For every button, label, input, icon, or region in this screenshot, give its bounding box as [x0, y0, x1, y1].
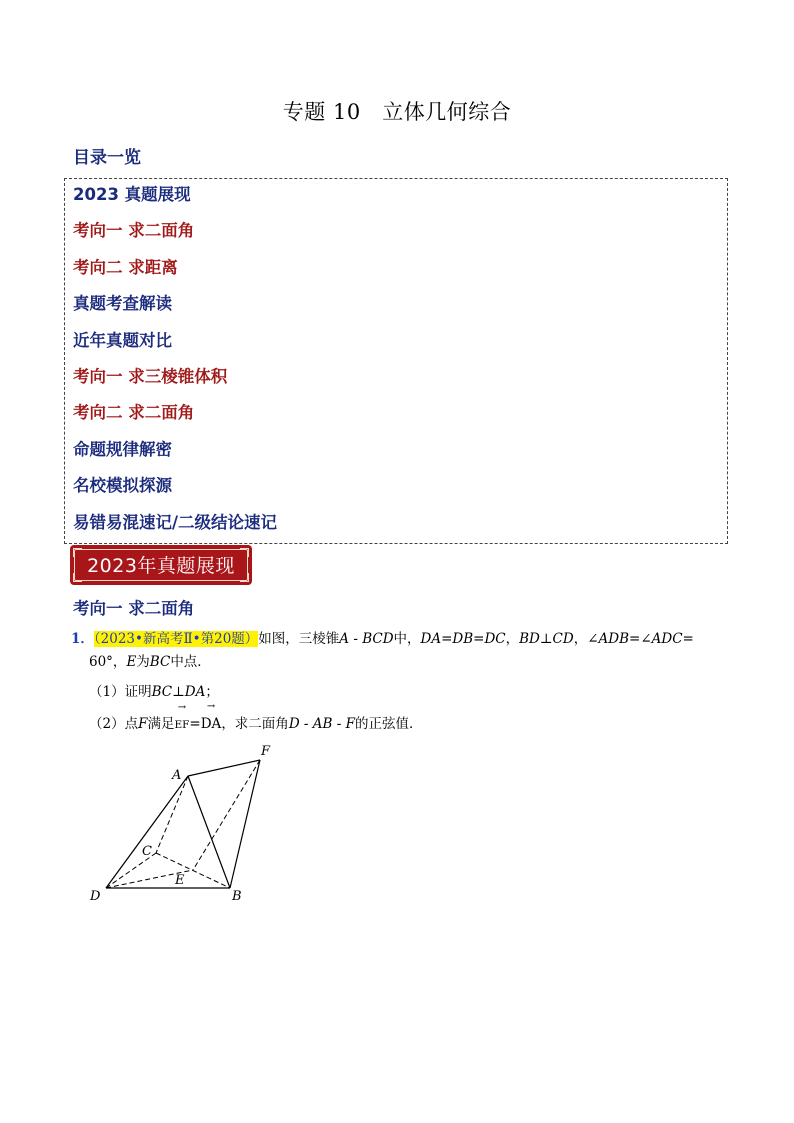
page-title: 专题 10 立体几何综合	[282, 100, 512, 124]
toc-heading: 目录一览	[73, 148, 141, 168]
edge-fb	[230, 760, 260, 888]
toc-item[interactable]: 易错易混速记/二级结论速记	[73, 512, 278, 532]
edge-ac	[156, 776, 188, 853]
label-f: F	[261, 744, 271, 759]
question-part-1	[71, 681, 731, 704]
question-part-2	[71, 713, 731, 737]
toc-item[interactable]: 2023 真题展现	[73, 185, 191, 204]
toc-box	[64, 178, 728, 544]
question-text: 如图，三棱锥	[258, 631, 340, 647]
question-text: （2）点	[89, 716, 139, 732]
math-expr: BC	[149, 654, 171, 670]
math-expr: ∠ADB=∠ADC=	[587, 631, 694, 647]
label-d: D	[90, 889, 101, 904]
question-text: 为	[136, 654, 150, 670]
toc-item[interactable]: 近年真题对比	[73, 330, 172, 350]
question-1	[71, 628, 731, 737]
vector-ef: → EF	[174, 714, 189, 737]
label-b: B	[232, 889, 242, 904]
question-text: （1）证明	[89, 684, 152, 700]
edge-af	[188, 760, 260, 776]
question-text: ；	[205, 684, 219, 700]
edge-da	[106, 776, 188, 888]
math-expr: D - AB - F	[288, 716, 355, 732]
section-banner	[70, 545, 252, 585]
question-text: 60°，	[89, 654, 127, 670]
math-expr: BC⊥DA	[151, 684, 206, 700]
toc-item[interactable]: 考向二 求距离	[73, 257, 178, 277]
toc-list	[73, 181, 277, 545]
toc-item[interactable]: 考向一 求二面角	[73, 221, 195, 241]
label-e: E	[175, 873, 185, 888]
math-expr: F	[138, 716, 148, 732]
question-line-1	[71, 628, 731, 651]
toc-item[interactable]: 命题规律解密	[73, 439, 172, 459]
label-c: C	[142, 844, 152, 859]
toc-item[interactable]: 考向一 求三棱锥体积	[73, 366, 228, 386]
section-heading: 考向一 求二面角	[73, 599, 195, 618]
question-source: （2023•新高考Ⅱ•第20题）	[93, 631, 259, 647]
question-text: ，	[573, 631, 588, 647]
toc-item[interactable]: 真题考查解读	[73, 294, 172, 314]
toc-item[interactable]: 考向二 求二面角	[73, 403, 195, 423]
question-text: 中，	[393, 631, 421, 647]
question-text: 中点．	[170, 654, 211, 670]
question-text: 满足	[147, 716, 175, 732]
math-expr: A - BCD	[339, 631, 394, 647]
question-line-2	[71, 651, 731, 674]
label-a: A	[172, 768, 182, 783]
vector-da: → DA	[201, 713, 222, 736]
question-text: 的正弦值．	[354, 716, 423, 732]
question-text: ，	[505, 631, 520, 647]
math-expr: E	[126, 654, 137, 670]
question-text: ，求二面角	[221, 716, 289, 732]
math-expr: BD⊥CD	[519, 631, 574, 647]
question-text: =	[189, 716, 201, 732]
math-expr: DA=DB=DC	[420, 631, 506, 647]
question-number: 1．	[71, 631, 94, 647]
toc-item[interactable]: 名校模拟探源	[73, 476, 172, 496]
banner-text: 2023年真题展现	[87, 555, 235, 577]
pyramid-figure	[80, 738, 280, 908]
